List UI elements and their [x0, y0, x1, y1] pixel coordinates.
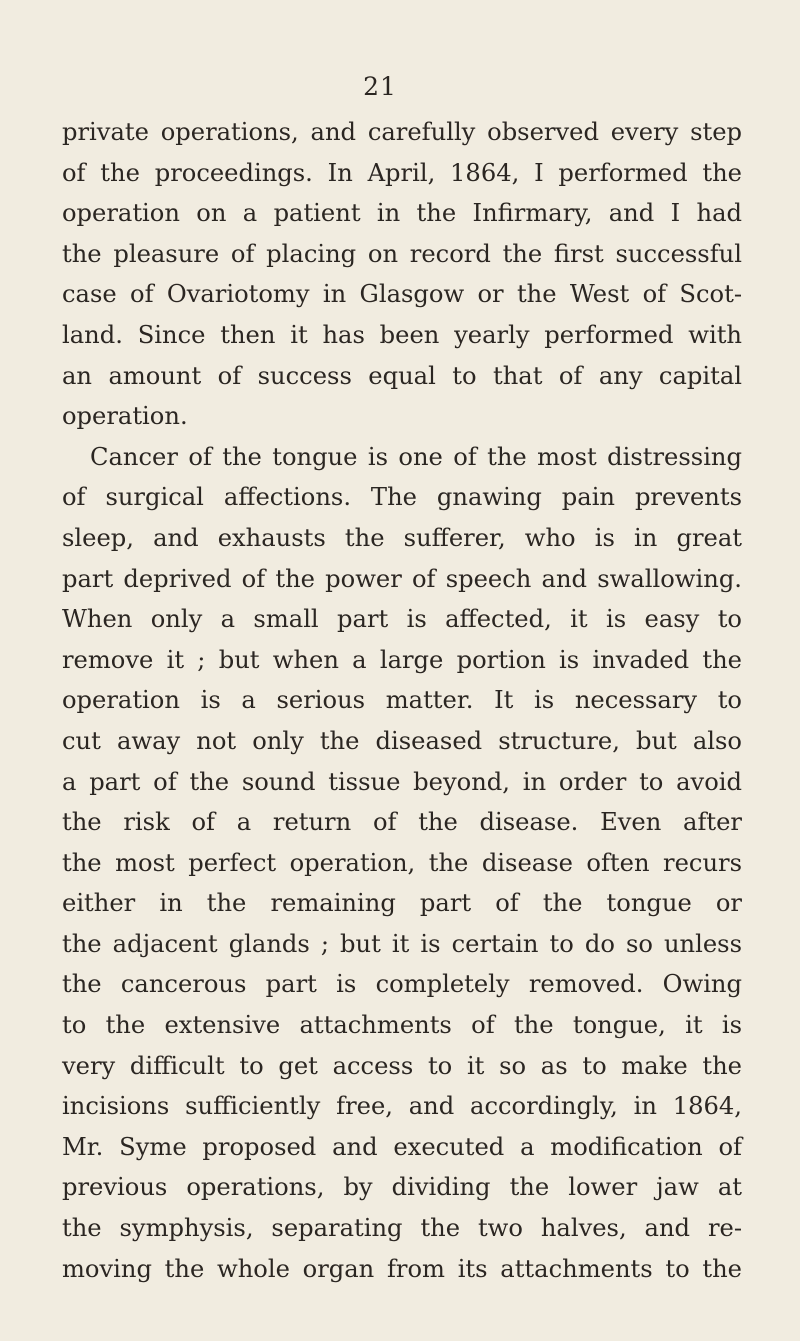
text-line: an amount of success equal to that of any capital: [62, 361, 742, 390]
text-line: moving the whole organ from its attachments to the: [62, 1254, 742, 1283]
text-line: case of Ovariotomy in Glasgow or the West of Scot-: [62, 280, 742, 309]
text-line: incisions sufficiently free, and accordingly, in 1864,: [62, 1092, 742, 1121]
text-line: cut away not only the diseased structure, but also: [62, 726, 742, 755]
text-line: operation.: [62, 402, 188, 431]
text-line: operation is a serious matter. It is necessary to: [62, 686, 742, 715]
text-line: land. Since then it has been yearly performed with: [62, 320, 742, 349]
text-line: sleep, and exhausts the sufferer, who is in great: [62, 523, 742, 552]
text-line: the adjacent glands ; but it is certain to do so unless: [62, 929, 742, 958]
text-line: previous operations, by dividing the lower jaw at: [62, 1173, 742, 1202]
text-line: of the proceedings. In April, 1864, I performed the: [62, 158, 742, 187]
text-line: the most perfect operation, the disease often recurs: [62, 848, 742, 877]
text-line: the cancerous part is completely removed. Owing: [62, 970, 742, 999]
text-line: the risk of a return of the disease. Even after: [62, 808, 742, 837]
text-line: to the extensive attachments of the tongue, it is: [62, 1011, 742, 1040]
text-line: Mr. Syme proposed and executed a modification of: [62, 1132, 742, 1161]
text-line: operation on a patient in the Infirmary, and I had: [62, 199, 742, 228]
text-line: Cancer of the tongue is one of the most distressing: [90, 442, 742, 471]
text-line: the symphysis, separating the two halves, and re-: [62, 1214, 742, 1243]
body-text: [62, 112, 742, 1289]
page-number: 21: [363, 72, 397, 101]
text-line: very difficult to get access to it so as to make the: [62, 1051, 742, 1080]
text-line: When only a small part is affected, it is easy to: [62, 605, 742, 634]
text-line: the pleasure of placing on record the first successful: [62, 239, 742, 268]
text-line: remove it ; but when a large portion is invaded the: [62, 645, 742, 674]
text-line: of surgical affections. The gnawing pain prevents: [62, 483, 742, 512]
text-line: either in the remaining part of the tongue or: [62, 889, 742, 918]
text-line: private operations, and carefully observed every step: [62, 118, 742, 146]
text-line: a part of the sound tissue beyond, in order to avoid: [62, 767, 742, 796]
text-line: part deprived of the power of speech and swallowing.: [62, 564, 742, 593]
